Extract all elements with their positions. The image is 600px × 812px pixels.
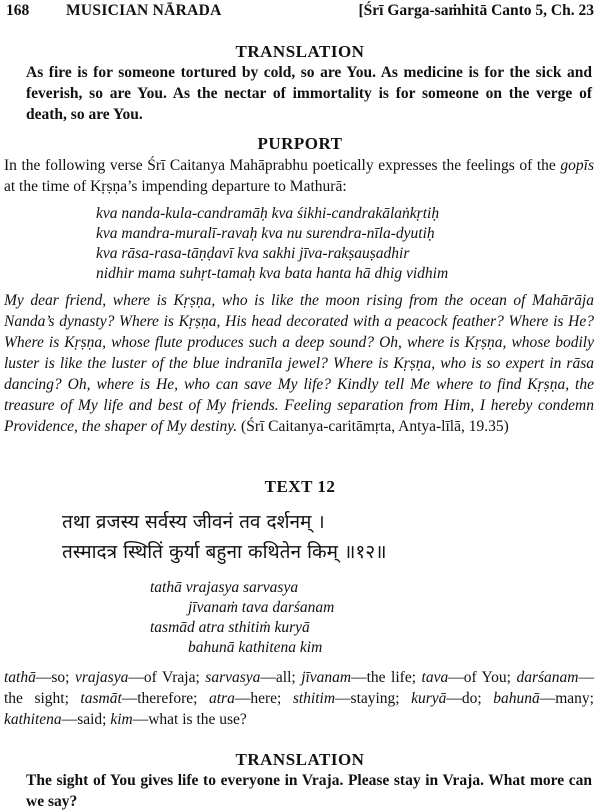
translit-line: tasmād atra sthitiṁ kuryā xyxy=(150,619,310,636)
running-header xyxy=(6,2,594,24)
synonym-word: kim xyxy=(110,711,133,728)
purport-heading: PURPORT xyxy=(257,134,343,153)
devanagari-line: तस्मादत्र स्थितिं कुर्या बहुना कथितेन किम् ॥१२॥ xyxy=(62,541,387,563)
translation-heading-2: TRANSLATION xyxy=(235,750,365,769)
page-number: 168 xyxy=(6,2,30,19)
translation-heading-1: TRANSLATION xyxy=(235,42,365,61)
devanagari-verse xyxy=(62,507,387,567)
translation-text-2: The sight of You gives life to everyone in Vraja. Please stay in Vraja. What more can we say? xyxy=(26,772,592,810)
devanagari-line: तथा व्रजस्य सर्वस्य जीवनं तव दर्शनम् । xyxy=(62,511,325,533)
purport-verse-translation: My dear friend, where is Kṛṣṇa, who is like the moon rising from the ocean of Mahārāja Nanda’s dynasty? Where is Kṛṣṇa, His head decorated with a peacock feather? Where is He? Where is Kṛṣṇa, whose flute produces such a deep sound? Oh, where is Kṛṣṇa, whose bodily luster is like the luster of the blue indranīla jewel? Where is Kṛṣṇa, who is so expert in rāsa dancing? Oh, where is He, who can save My life? Kindly tell Me where to find Kṛṣṇa, the treasure of My life and best of My friends. Feeling separation from Him, I hereby condemn Providence, the shaper of My destiny. (Śrī Caitanya-caritāmṛta, Antya-līlā, 19.35) xyxy=(4,292,594,435)
translit-line: bahunā kathitena kim xyxy=(188,639,323,656)
translit-line: jīvanaṁ tava darśanam xyxy=(188,599,335,616)
synonyms: tathā—so; vrajasya—of Vraja; sarvasya—all; jīvanam—the life; tava—of You; darśanam—the sight; tasmāt—therefore; atra—here; sthitim—staying; kuryā—do; bahunā—many; kathitena—said; kim—what is the use? xyxy=(4,669,594,728)
translit-line: tathā vrajasya sarvasya xyxy=(150,579,299,596)
verse-line: nidhir mama suhṛt-tamaḥ kva bata hanta hā dhig vidhim xyxy=(96,265,449,282)
verse-line: kva mandra-muralī-ravaḥ kva nu surendra-nīla-dyutiḥ xyxy=(96,225,435,242)
purport-intro: In the following verse Śrī Caitanya Mahāprabhu poetically expresses the feelings of the gopīs at the time of Kṛṣṇa’s impending departure to Mathurā: xyxy=(4,157,594,195)
transliteration xyxy=(150,578,334,658)
sanskrit-verse xyxy=(96,204,448,284)
verse-line: kva rāsa-rasa-tāṇḍavī kva sakhi jīva-rakṣauṣadhir xyxy=(96,245,410,262)
chapter-reference: [Śrī Garga-saṁhitā Canto 5, Ch. 23 xyxy=(358,2,594,19)
verse-line: kva nanda-kula-candramāḥ kva śikhi-candrakālaṅkṛtiḥ xyxy=(96,205,440,222)
translation-text-1: As fire is for someone tortured by cold, so are You. As medicine is for the sick and feverish, so are You. As the nectar of immortality is for someone on the verge of death, so are You. xyxy=(26,64,592,123)
text-number-heading: TEXT 12 xyxy=(264,477,336,496)
running-title: MUSICIAN NĀRADA xyxy=(66,2,222,19)
synonym-meaning: —what is the use? xyxy=(132,711,247,728)
